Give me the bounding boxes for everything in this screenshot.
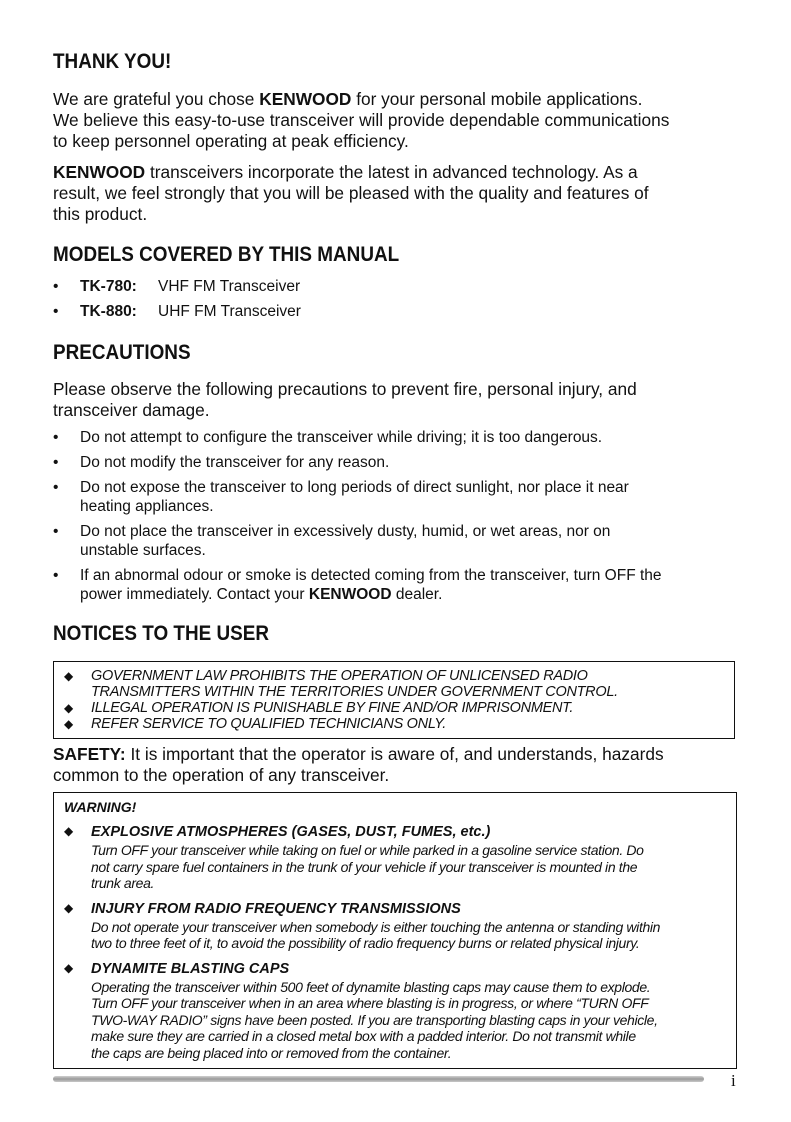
list-item: • Do not place the transceiver in excessively dusty, humid, or wet areas, nor on unstable surfaces. (53, 523, 611, 559)
precautions-list (53, 428, 737, 610)
warning-item (64, 900, 726, 952)
notices-heading: NOTICES TO THE USER (53, 622, 269, 645)
bullet-icon: • (53, 454, 59, 471)
list-item (53, 302, 737, 321)
diamond-bullet-icon: ◆ (64, 900, 74, 915)
warning-box (53, 792, 737, 1069)
warning-item-body: Operating the transceiver within 500 feet of dynamite blasting caps may cause them to explode. Turn OFF your transceiver when in an area where blasting is in progress, or where “TURN OFF TWO-WAY RADIO” signs have been posted. If you are transporting blasting caps in your vehicle, make sure they are carried in a closed metal box with a padded interior. Do not transmit while the caps are being placed into or removed from the container. (91, 978, 658, 1061)
precautions-intro: Please observe the following precautions to prevent fire, personal injury, and transceiver damage. (53, 379, 637, 420)
notice-box (53, 661, 735, 739)
brand-name: KENWOOD (308, 586, 392, 603)
model-number: TK-880: (80, 303, 137, 320)
diamond-bullet-icon: ◆ (64, 824, 74, 838)
model-description: VHF FM Transceiver (158, 278, 301, 295)
warning-item-body: Turn OFF your transceiver while taking on fuel or while parked in a gasoline service station. Do not carry spare fuel containers in the trunk of your vehicle if your transceiver is mounted in the trunk area. (91, 842, 644, 891)
footer-divider (53, 1076, 704, 1082)
bullet-icon: • (53, 567, 59, 584)
thank-you-paragraph-1: We are grateful you chose KENWOOD for your personal mobile applications. We believe this easy-to-use transceiver will provide dependable communications to keep personnel operating at peak efficiency. (53, 89, 670, 151)
list-item: • If an abnormal odour or smoke is detected coming from the transceiver, turn OFF the power immediately. Contact your KENWOOD dealer. (53, 567, 662, 603)
model-description: UHF FM Transceiver (158, 303, 301, 320)
models-list (53, 277, 737, 327)
warning-item (64, 823, 726, 892)
bullet-icon: • (53, 278, 59, 295)
warning-item (64, 960, 726, 1062)
diamond-bullet-icon: ◆ (64, 701, 73, 715)
thank-you-paragraph-2: KENWOOD transceivers incorporate the latest in advanced technology. As a result, we feel strongly that you will be pleased with the quality and features of this product. (53, 162, 649, 224)
list-item: • Do not attempt to configure the transceiver while driving; it is too dangerous. (53, 429, 603, 446)
warning-item-heading: EXPLOSIVE ATMOSPHERES (GASES, DUST, FUMES, etc.) (91, 824, 491, 840)
bullet-icon: • (53, 429, 59, 446)
bullet-icon: • (53, 523, 59, 540)
diamond-bullet-icon: ◆ (64, 669, 73, 683)
model-number: TK-780: (80, 278, 137, 295)
list-item (53, 277, 737, 296)
bullet-icon: • (53, 479, 59, 496)
precautions-heading: PRECAUTIONS (53, 341, 191, 364)
warning-item-body: Do not operate your transceiver when somebody is either touching the antenna or standing within two to three feet of it, to avoid the possibility of radio frequency burns or related physical injury. (91, 918, 661, 951)
diamond-bullet-icon: ◆ (64, 717, 73, 731)
warning-title: WARNING! (64, 799, 137, 815)
warning-item-heading: DYNAMITE BLASTING CAPS (91, 960, 290, 977)
page-number: i (731, 1071, 736, 1090)
notice-item: ◆ ILLEGAL OPERATION IS PUNISHABLE BY FINE AND/OR IMPRISONMENT. (64, 700, 574, 716)
list-item: • Do not expose the transceiver to long periods of direct sunlight, nor place it near heating appliances. (53, 479, 629, 515)
brand-name: KENWOOD (53, 162, 146, 182)
warning-item-heading: INJURY FROM RADIO FREQUENCY TRANSMISSIONS (91, 900, 461, 917)
diamond-bullet-icon: ◆ (64, 960, 74, 975)
notice-item: ◆ REFER SERVICE TO QUALIFIED TECHNICIANS ONLY. (64, 716, 447, 732)
safety-paragraph: SAFETY: It is important that the operator is aware of, and understands, hazards common to the operation of any transceiver. (53, 744, 664, 785)
notice-item: ◆ GOVERNMENT LAW PROHIBITS THE OPERATION OF UNLICENSED RADIO TRANSMITTERS WITHIN THE TERRITORIES UNDER GOVERNMENT CONTROL. (64, 668, 618, 700)
thank-you-heading: THANK YOU! (53, 50, 172, 73)
brand-name: KENWOOD (259, 89, 352, 109)
models-heading: MODELS COVERED BY THIS MANUAL (53, 243, 400, 266)
list-item: • Do not modify the transceiver for any reason. (53, 454, 390, 471)
bullet-icon: • (53, 303, 59, 320)
safety-label: SAFETY: (53, 744, 126, 764)
